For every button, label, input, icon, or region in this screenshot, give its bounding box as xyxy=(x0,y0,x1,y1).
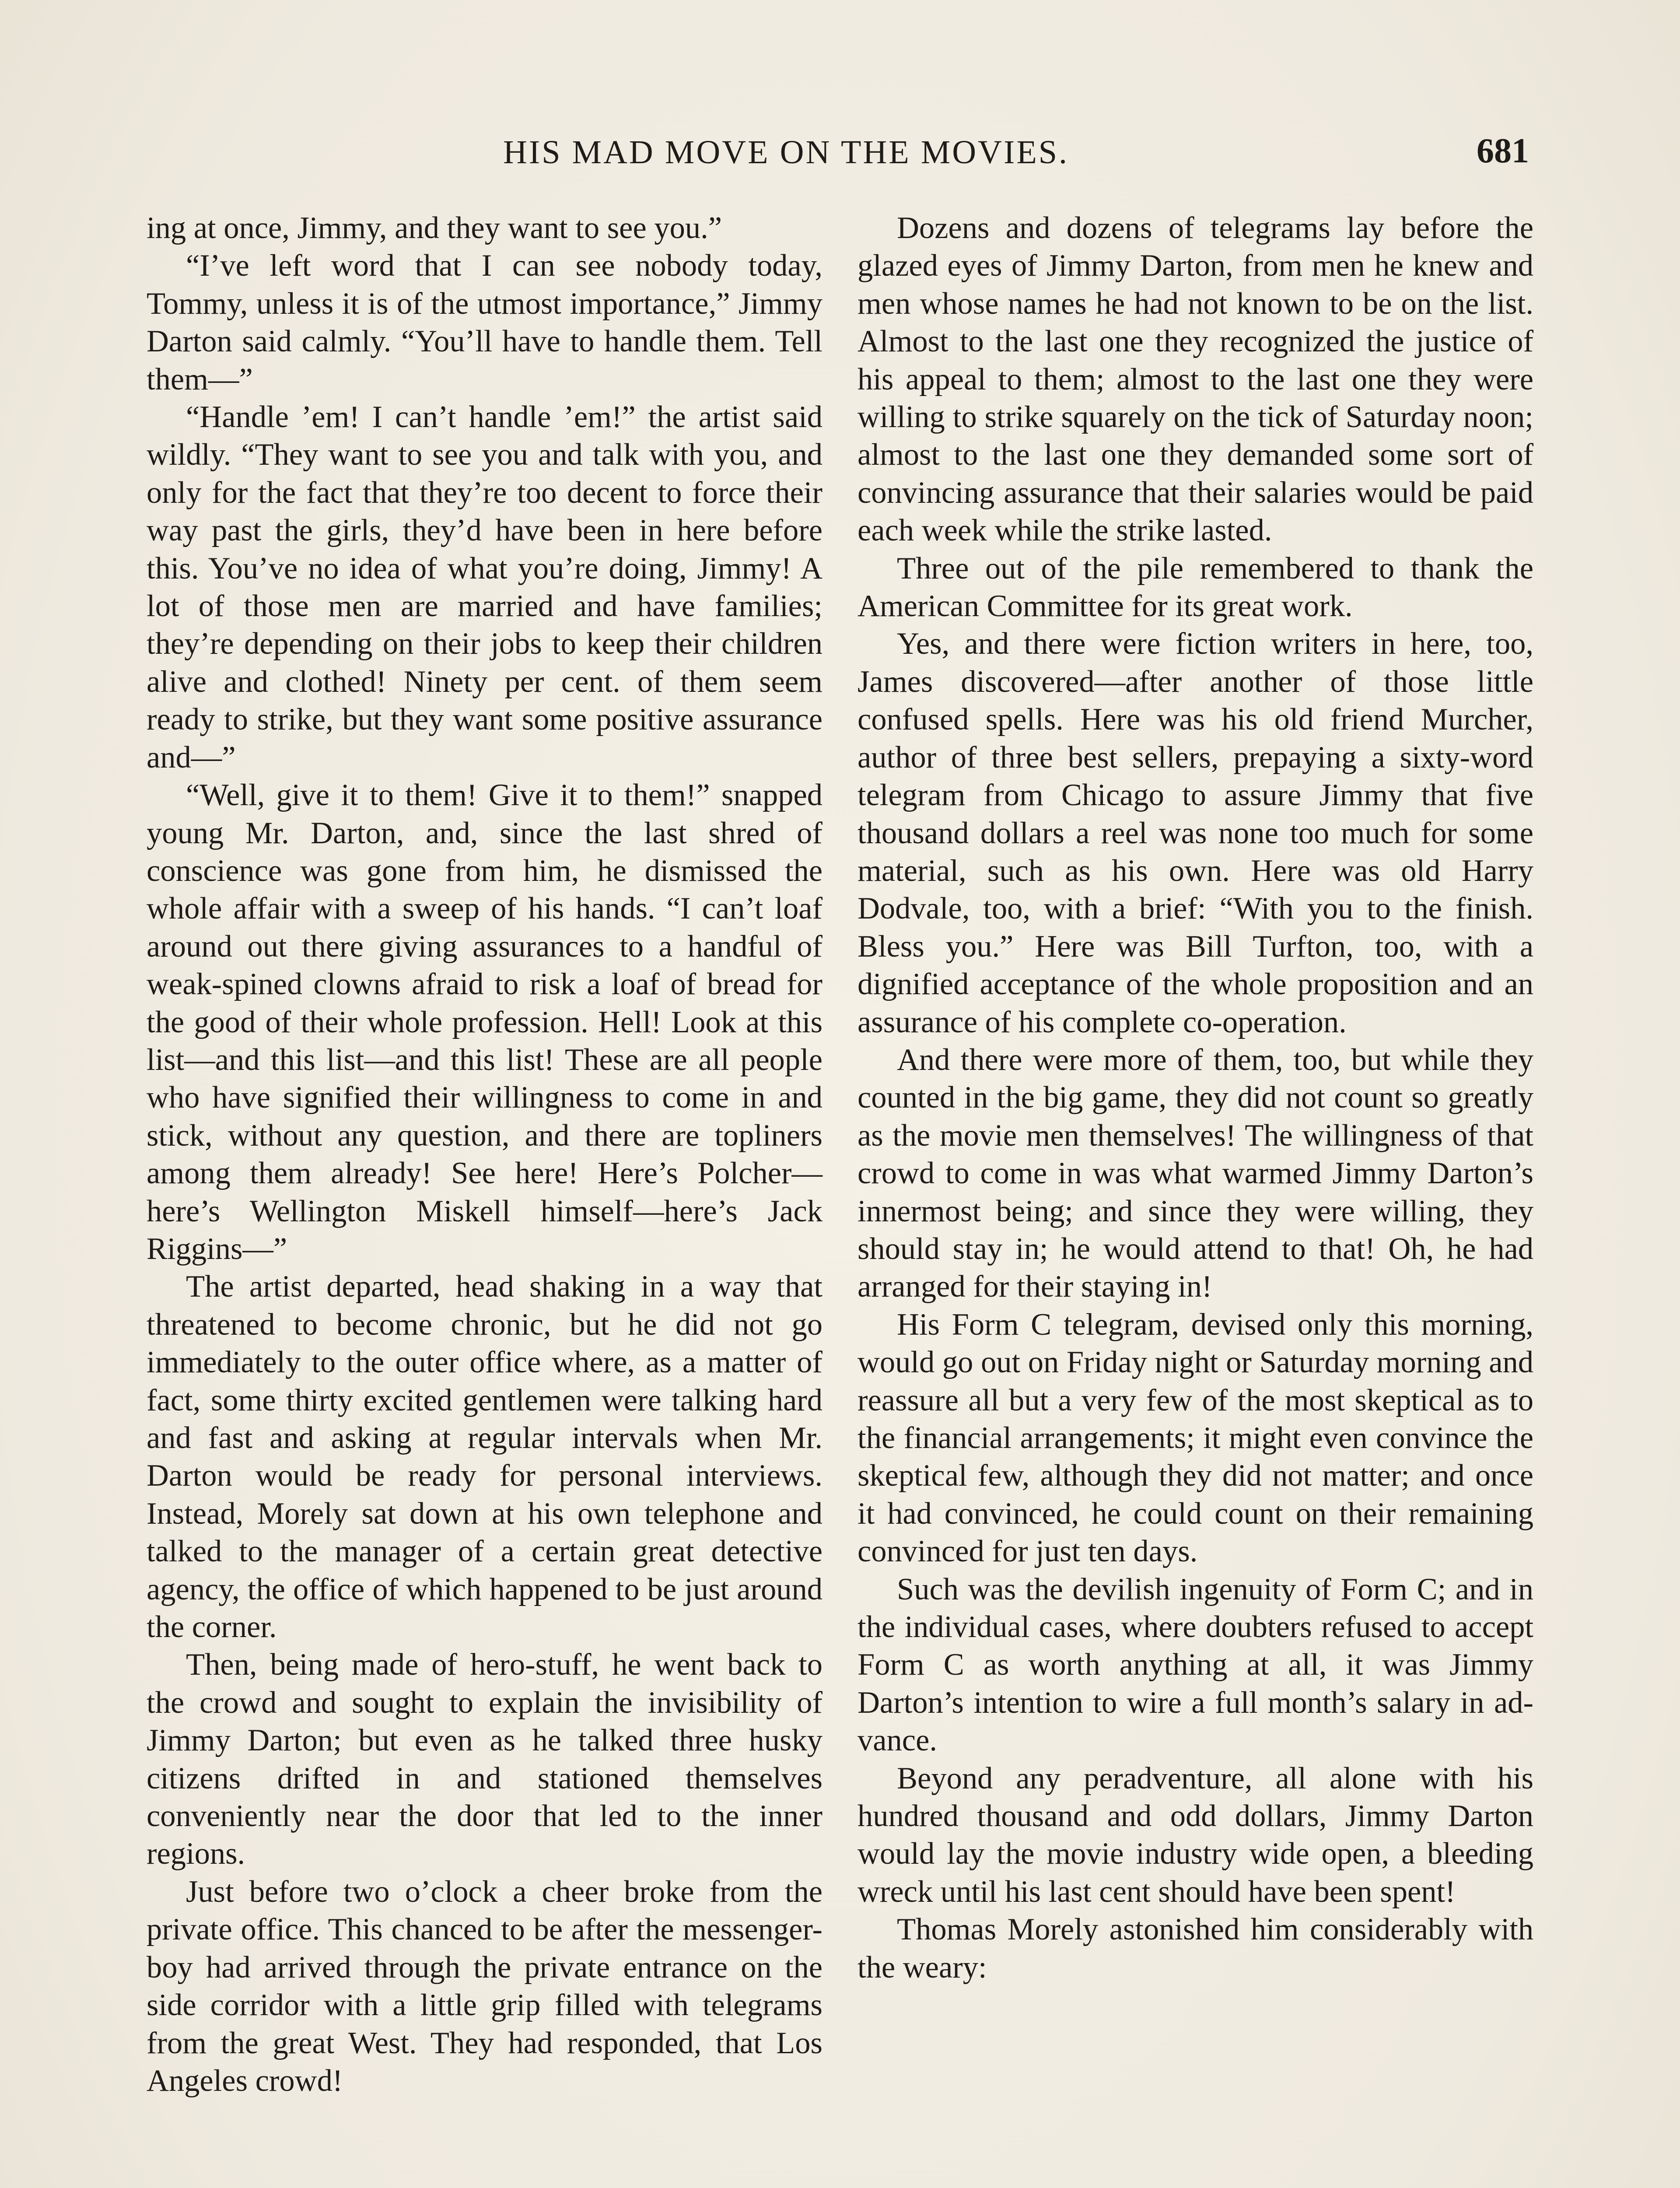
running-title: HIS MAD MOVE ON THE MOVIES. xyxy=(503,134,1069,171)
paragraph: Yes, and there were fiction writers in here, too, James discovered—after another of those little confused spells. Here was his old friend Murcher, author of three best sellers, prepaying a sixty-word telegram from Chicago to assure Jimmy that five thousand dollars a reel was none too much for some material, such as his own. Here was old Harry Dodvale, too, with a brief: “With you to the finish. Bless you.” Here was Bill Turfton, too, with a dignified acceptance of the whole proposition and an assurance of his complete co-operation. xyxy=(858,627,1533,1039)
right-column xyxy=(858,209,1533,1986)
paragraph: Three out of the pile remembered to thank the American Committee for its great work. xyxy=(858,551,1533,624)
paragraph: Such was the devilish ingenuity of Form C; and in the individual cases, where doubters refused to accept Form C as worth anything at all, it was Jimmy Darton’s intention to wire a full month’s salary in advance. xyxy=(858,1572,1533,1758)
paragraph: The artist departed, head shaking in a way that threatened to become chronic, but he did not go immediately to the outer office where, as a matter of fact, some thirty excited gentlemen were talking hard and fast and asking at regular intervals when Mr. Darton would be ready for personal interviews. Instead, Morely sat down at his own telephone and talked to the manager of a certain great detective agency, the office of which happened to be just around the corner. xyxy=(147,1269,822,1645)
paragraph: And there were more of them, too, but while they counted in the big game, they did not count so greatly as the movie men themselves! The willingness of that crowd to come in was what warmed Jimmy Darton’s innermost being; and since they were willing, they should stay in; he would attend to that! Oh, he had arranged for their staying in! xyxy=(858,1042,1533,1304)
paragraph: Then, being made of hero-stuff, he went back to the crowd and sought to explain the invisibility of Jimmy Darton; but even as he talked three husky citizens drifted in and stationed themselves conveniently near the door that led to the inner regions. xyxy=(147,1648,822,1871)
paragraph: ing at once, Jimmy, and they want to see you.” xyxy=(147,211,722,245)
page-number: 681 xyxy=(1477,132,1529,170)
paragraph: “Handle ’em! I can’t handle ’em!” the artist said wildly. “They want to see you and talk with you, and only for the fact that they’re too decent to force their way past the girls, they’d have been in here before this. You’ve no idea of what you’re doing, Jimmy! A lot of those men are married and have families; they’re depending on their jobs to keep their children alive and clothed! Ninety per cent. of them seem ready to strike, but they want some positive assurance and—” xyxy=(147,400,822,775)
paragraph: Thomas Morely astonished him considerably with the weary: xyxy=(858,1912,1533,1985)
paragraph: “I’ve left word that I can see nobody today, Tommy, unless it is of the utmost importance,” Jimmy Darton said calmly. “You’ll have to handle them. Tell them—” xyxy=(147,249,822,396)
paragraph: “Well, give it to them! Give it to them!” snapped young Mr. Darton, and, since the last shred of conscience was gone from him, he dismissed the whole affair with a sweep of his hands. “I can’t loaf around out there giving assurances to a handful of weak-spined clowns afraid to risk a loaf of bread for the good of their whole profession. Hell! Look at this list—and this list—and this list! These are all people who have signified their willingness to come in and stick, without any question, and there are topliners among them already! See here! Here’s Polcher—here’s Wellington Miskell himself—here’s Jack Riggins—” xyxy=(147,778,822,1266)
paragraph: His Form C telegram, devised only this morning, would go out on Friday night or Saturday morning and reassure all but a very few of the most skeptical as to the financial arrangements; it might even convince the skeptical few, although they did not matter; and once it had convinced, he could count on their remaining convinced for just ten days. xyxy=(858,1307,1533,1569)
paragraph: Dozens and dozens of telegrams lay before the glazed eyes of Jimmy Darton, from men he knew and men whose names he had not known to be on the list. Almost to the last one they recognized the justice of his appeal to them; almost to the last one they were willing to strike squarely on the tick of Saturday noon; almost to the last one they demanded some sort of convincing assurance that their salaries would be paid each week while the strike lasted. xyxy=(858,211,1533,548)
paragraph: Just before two o’clock a cheer broke from the private office. This chanced to be after the messenger-boy had arrived through the private entrance on the side corridor with a little grip filled with telegrams from the great West. They had responded, that Los Angeles crowd! xyxy=(147,1874,822,2098)
paragraph: Beyond any peradventure, all alone with his hundred thousand and odd dollars, Jimmy Darton would lay the movie industry wide open, a bleeding wreck until his last cent should have been spent! xyxy=(858,1761,1533,1909)
left-column xyxy=(147,209,822,2100)
